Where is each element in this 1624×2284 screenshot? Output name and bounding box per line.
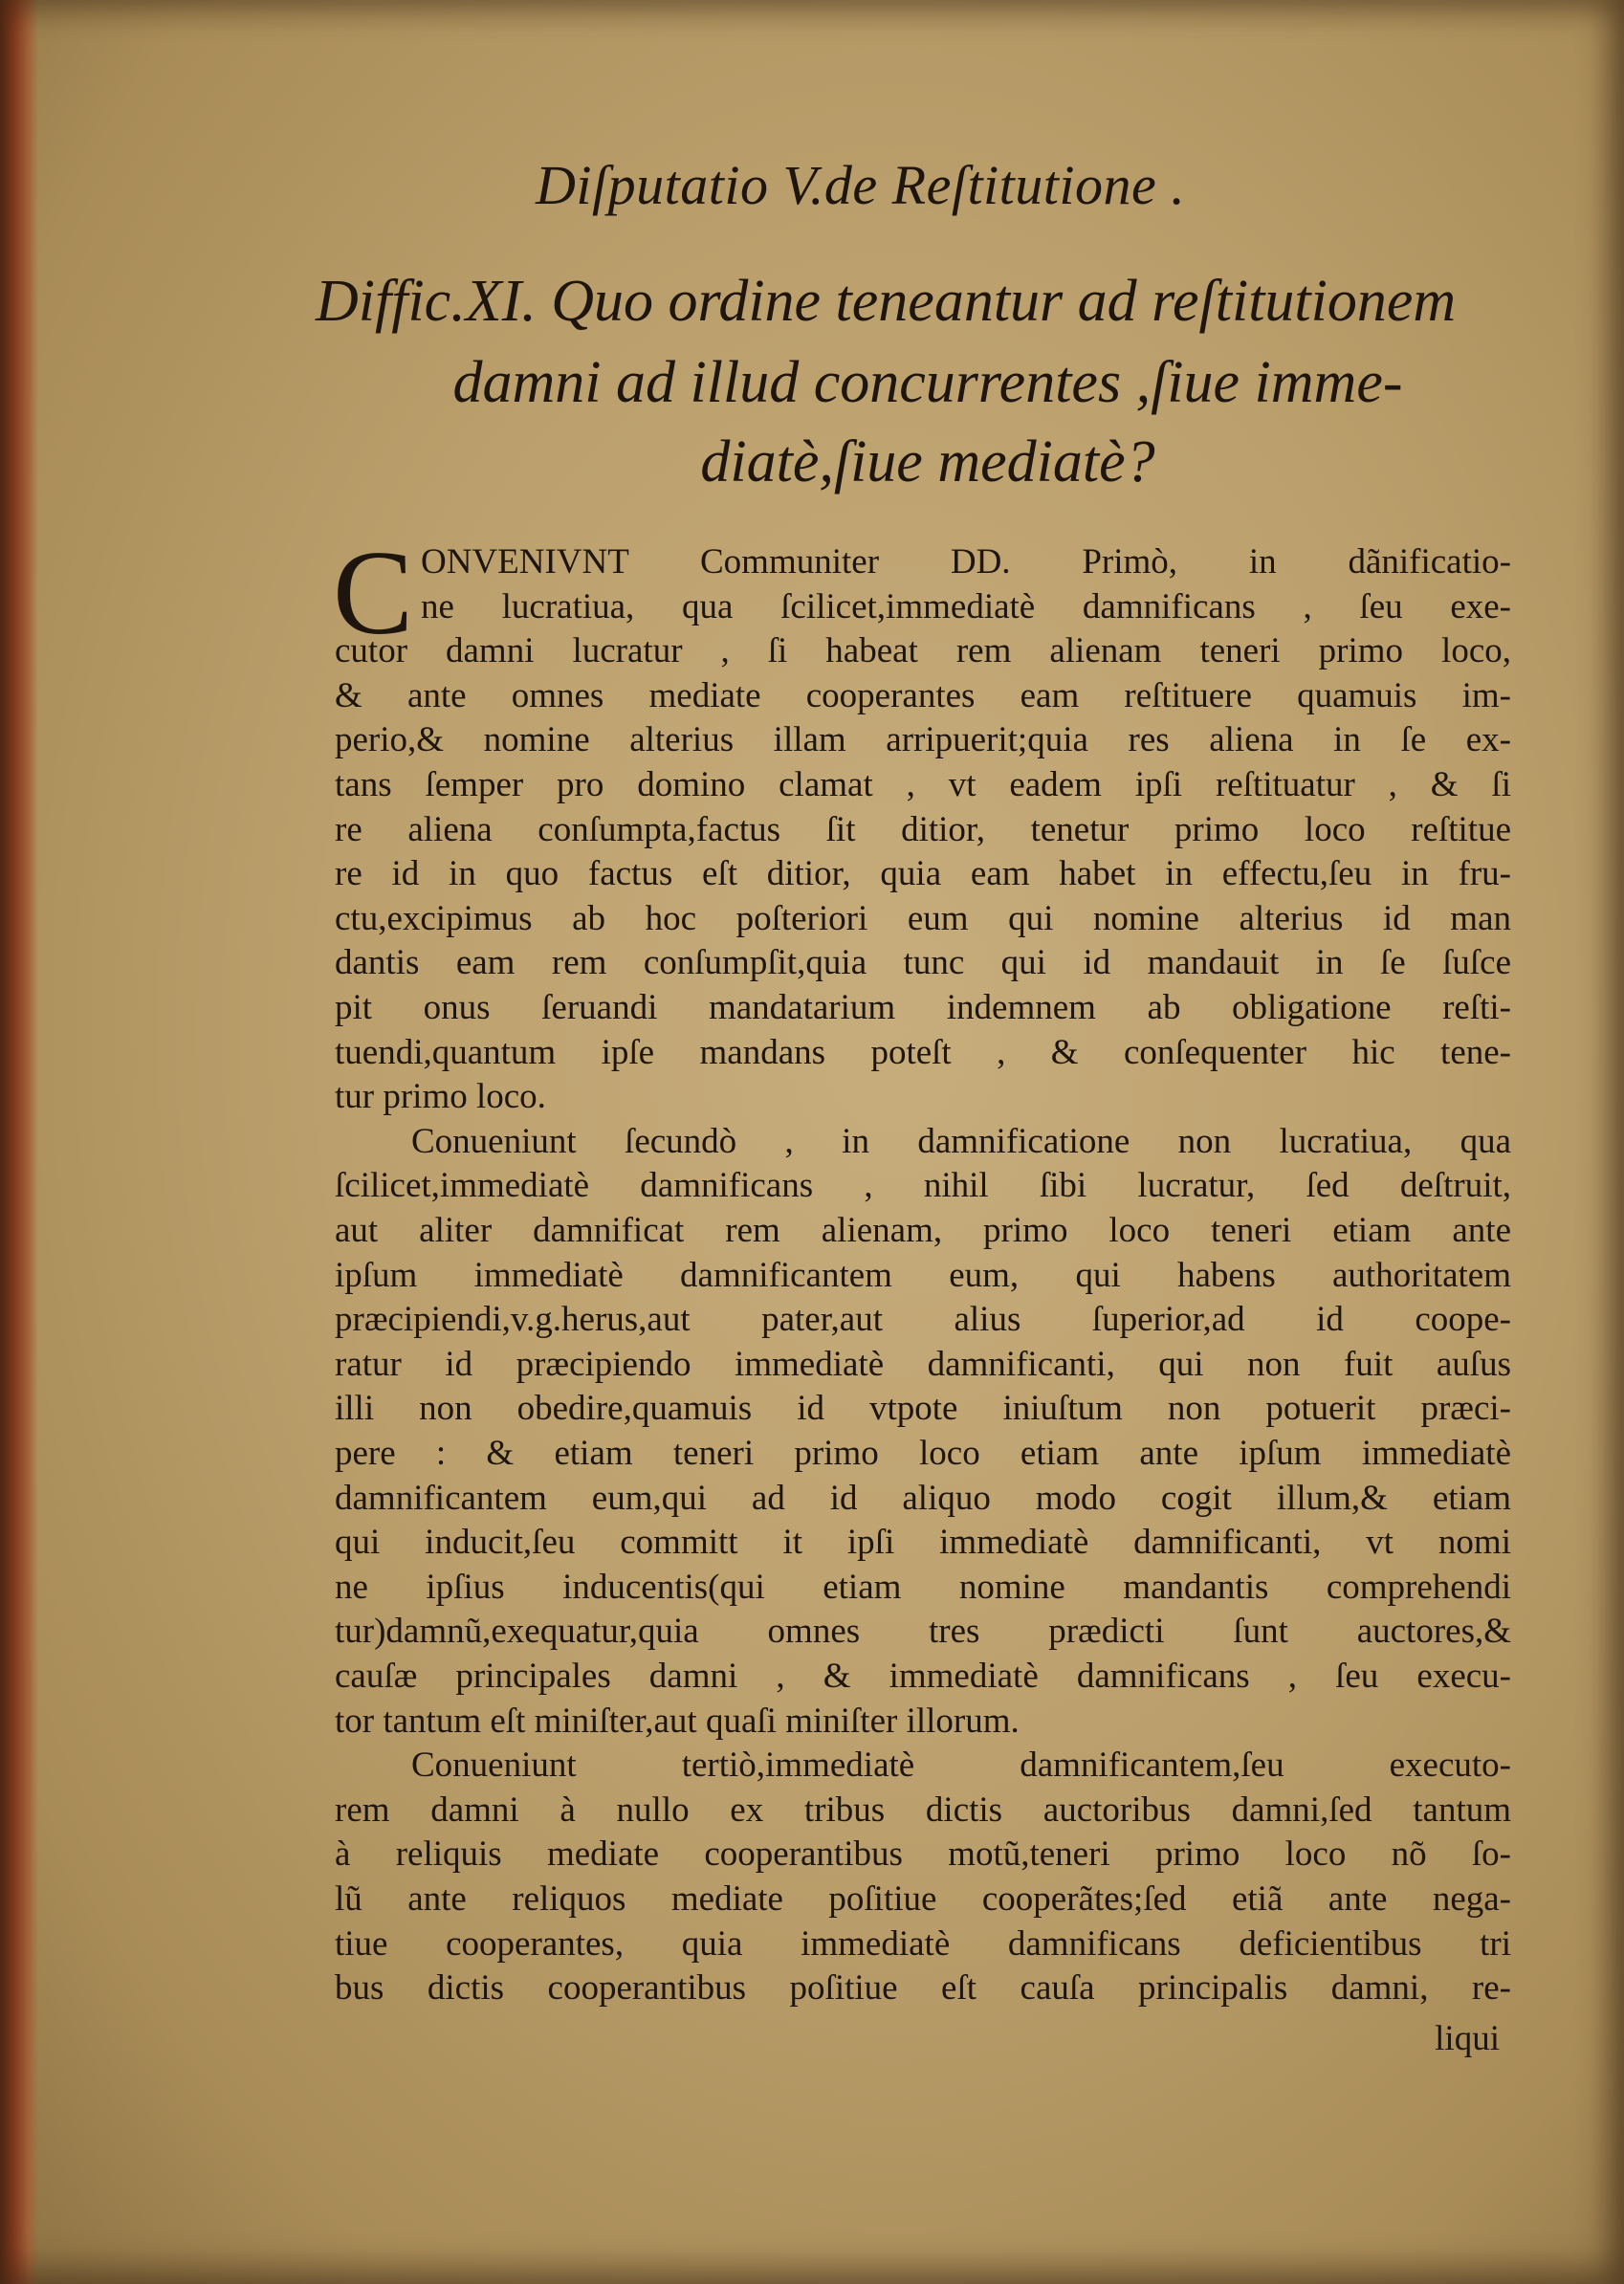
body-line: Conueniunt tertiò,immediatè damnificantem,ſeu executo- bbox=[411, 1746, 1511, 1786]
body-line: ctu,excipimus ab hoc poſteriori eum qui nomine alterius id man bbox=[335, 898, 1511, 938]
heading-line-2: damni ad illud concurrentes ,ſiue imme- bbox=[452, 350, 1403, 415]
body-line: re aliena conſumpta,factus ſit ditior, tenetur primo loco reſtitue bbox=[335, 809, 1511, 849]
body-line: tur primo loco. bbox=[335, 1077, 546, 1117]
body-line: & ante omnes mediate cooperantes eam reſtituere quamuis im- bbox=[335, 675, 1511, 715]
body-line: bus dictis cooperantibus poſitiue eſt cauſa principalis damni, re- bbox=[335, 1968, 1511, 2009]
body-line: Conueniunt ſecundò , in damnificatione non lucratiua, qua bbox=[411, 1121, 1511, 1161]
catchword: liqui bbox=[1435, 2019, 1500, 2058]
body-line: qui inducit,ſeu committ it ipſi immediatè damnificanti, vt nomi bbox=[335, 1523, 1511, 1563]
body-line: à reliquis mediate cooperantibus motũ,teneri primo loco nõ ſo- bbox=[335, 1834, 1511, 1875]
body-line: pit onus ſeruandi mandatarium indemnem ab obligatione reſti- bbox=[335, 988, 1511, 1027]
body-line: tiue cooperantes, quia immediatè damnificans deficientibus tri bbox=[335, 1923, 1511, 1964]
body-line: lũ ante reliquos mediate poſitiue cooperãtes;ſed etiã ante nega- bbox=[335, 1879, 1511, 1919]
body-line: re id in quo factus eſt ditior, quia eam habet in effectu,ſeu in fru- bbox=[335, 854, 1511, 894]
body-line: præcipiendi,v.g.herus,aut pater,aut alius ſuperior,ad id coope- bbox=[335, 1300, 1511, 1340]
body-line: illi non obedire,quamuis id vtpote iniuſtum non potuerit præci- bbox=[335, 1389, 1511, 1429]
body-line: ratur id præcipiendo immediatè damnificanti, qui non fuit auſus bbox=[335, 1344, 1511, 1384]
body-line: tuendi,quantum ipſe mandans poteſt , & conſequenter hic tene- bbox=[335, 1032, 1511, 1072]
body-line: dantis eam rem conſumpſit,quia tunc qui id mandauit in ſe ſuſce bbox=[335, 943, 1511, 983]
body-line: rem damni à nullo ex tribus dictis auctoribus damni,ſed tantum bbox=[335, 1790, 1511, 1830]
body-line: cauſæ principales damni , & immediatè damnificans , ſeu execu- bbox=[335, 1657, 1511, 1696]
body-line: damnificantem eum,qui ad id aliquo modo cogit illum,& etiam bbox=[335, 1478, 1511, 1518]
body-line: ONVENIVNT Communiter DD. Primò, in dãnificatio- bbox=[421, 542, 1511, 582]
heading-line-3: diatè,ſiue mediatè? bbox=[700, 429, 1155, 494]
heading-line-1: Diffic.XI. Quo ordine teneantur ad reſtitutionem bbox=[316, 269, 1457, 334]
body-line: tur)damnũ,exequatur,quia omnes tres prædicti ſunt auctores,& bbox=[335, 1612, 1511, 1652]
body-line: ſcilicet,immediatè damnificans , nihil ſibi lucratur, ſed deſtruit, bbox=[335, 1166, 1511, 1206]
body-line: tor tantum eſt miniſter,aut quaſi miniſter illorum. bbox=[335, 1701, 1020, 1741]
body-line: pere : & etiam teneri primo loco etiam ante ipſum immediatè bbox=[335, 1434, 1511, 1473]
drop-cap: C bbox=[333, 527, 414, 660]
body-line: perio,& nomine alterius illam arripuerit;quia res aliena in ſe ex- bbox=[335, 720, 1511, 760]
body-line: ne ipſius inducentis(qui etiam nomine mandantis comprehendi bbox=[335, 1567, 1511, 1607]
body-line: cutor damni lucratur , ſi habeat rem alienam teneri primo loco, bbox=[335, 631, 1511, 671]
body-line: ne lucratiua, qua ſcilicet,immediatè damnificans , ſeu exe- bbox=[421, 586, 1511, 626]
running-header: Diſputatio V.de Reſtitutione . bbox=[536, 154, 1186, 216]
body-line: aut aliter damnificat rem alienam, primo loco teneri etiam ante bbox=[335, 1211, 1511, 1250]
body-line: ipſum immediatè damnificantem eum, qui habens authoritatem bbox=[335, 1255, 1511, 1295]
body-line: tans ſemper pro domino clamat , vt eadem ipſi reſtituatur , & ſi bbox=[335, 765, 1511, 804]
